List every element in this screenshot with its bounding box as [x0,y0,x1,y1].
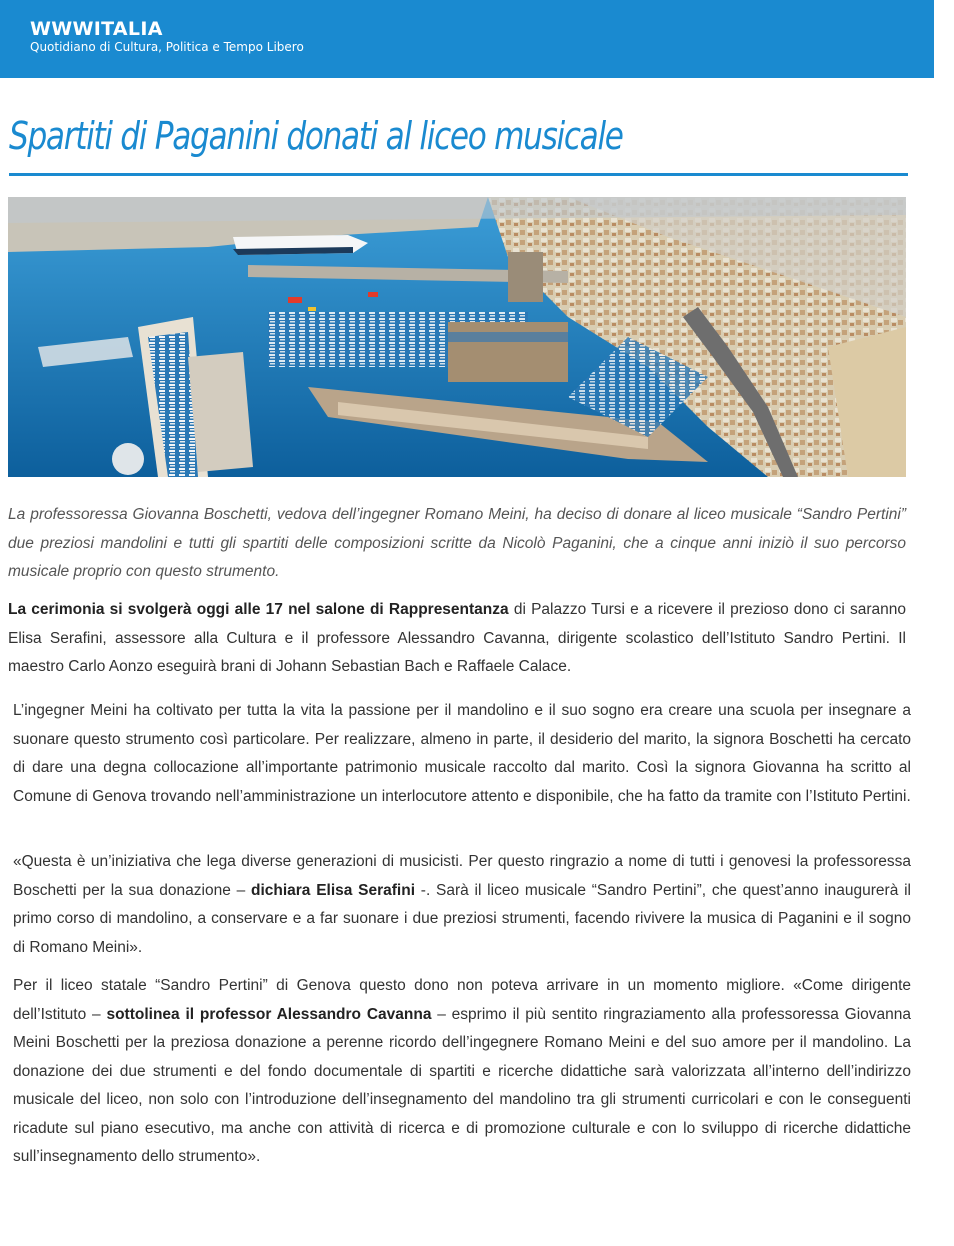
title-divider [9,173,908,176]
ceremony-highlight: La cerimonia si svolgerà oggi alle 17 nel salone di Rappresentanza [8,601,509,618]
site-header [0,0,934,78]
paragraph-4-start: Per il liceo statale “Sandro Pertini” di Genova questo dono non poteva arrivare in un momento migliore. «Come dirigente dell’Istituto – [13,977,911,1023]
paragraph-4-end: – esprimo il più sentito ringraziamento alla professoressa Giovanna Meini Boschetti per la preziosa donazione a perenne ricordo dell’ingegnere Romano Meini e del suo amore per il mandolino. La donazione dei due strumenti e del fondo documentale di spartiti e ricerche didattiche sarà valorizzata all’interno dell’indirizzo musicale del liceo, non solo con l’introduzione dell’insegnamento del mandolino tra gli strumenti curricolari e con le conseguenti ricadute sul piano esecutivo, ma anche con attività di ricerca e di promozione culturale e con lo sviluppo di ricerche didattiche sull’insegnamento dello strumento». [13,1005,911,1165]
site-name[interactable]: WWWITALIA [30,18,163,40]
speaker-serafini: dichiara Elisa Serafini [250,881,416,899]
paragraph-3-quote-start: «Questa è un’iniziativa che lega diverse generazioni di musicisti. Per questo ringrazio a nome di tutti i genovesi la professoressa Boschetti per la sua donazione – [13,853,911,899]
hero-photo-genoa-harbor [8,197,906,477]
speaker-cavanna: sottolinea il professor Alessandro Cavanna [106,1005,432,1023]
paragraph-1-text: di Palazzo Tursi e a ricevere il prezioso dono ci saranno Elisa Serafini, assessore alla Cultura e il professore Alessandro Cavanna, dirigente scolastico dell’Istituto Sandro Pertini. Il maestro Carlo Aonzo eseguirà brani di Johann Sebastian Bach e Raffaele Calace. [8,601,906,675]
article-title: Spartiti di Paganini donati al liceo musicale [9,114,623,158]
article-paragraph-2: L’ingegner Meini ha coltivato per tutta la vita la passione per il mandolino e il suo sogno era creare una scuola per insegnare a suonare questo strumento così particolare. Per realizzare, almeno in parte, il desiderio del marito, la signora Boschetti ha cercato di dare una degna collocazione all’importante patrimonio musicale raccolto dal marito. Così la signora Giovanna ha scritto al Comune di Genova trovando nell’amministrazione un interlocutore attento e disponibile, che ha fatto da tramite con l’Istituto Pertini. [13,702,911,805]
article-paragraph-1 [8,596,906,682]
site-tagline: Quotidiano di Cultura, Politica e Tempo Libero [30,40,304,54]
article-lead: La professoressa Giovanna Boschetti, vedova dell’ingegner Romano Meini, ha deciso di donare al liceo musicale “Sandro Pertini” due preziosi mandolini e tutti gli spartiti delle composizioni scritte da Nicolò Paganini, che a cinque anni iniziò il suo percorso musicale proprio con questo strumento. [8,506,906,580]
paragraph-3-quote-end: -. Sarà il liceo musicale “Sandro Pertini”, che quest’anno inaugurerà il primo corso di mandolino, a conservare e a far suonare i due preziosi strumenti, facendo rivivere la musica di Paganini e il sogno di Romano Meini». [13,881,911,956]
article-paragraph-4 [13,972,911,1172]
article-paragraph-3 [13,848,911,962]
